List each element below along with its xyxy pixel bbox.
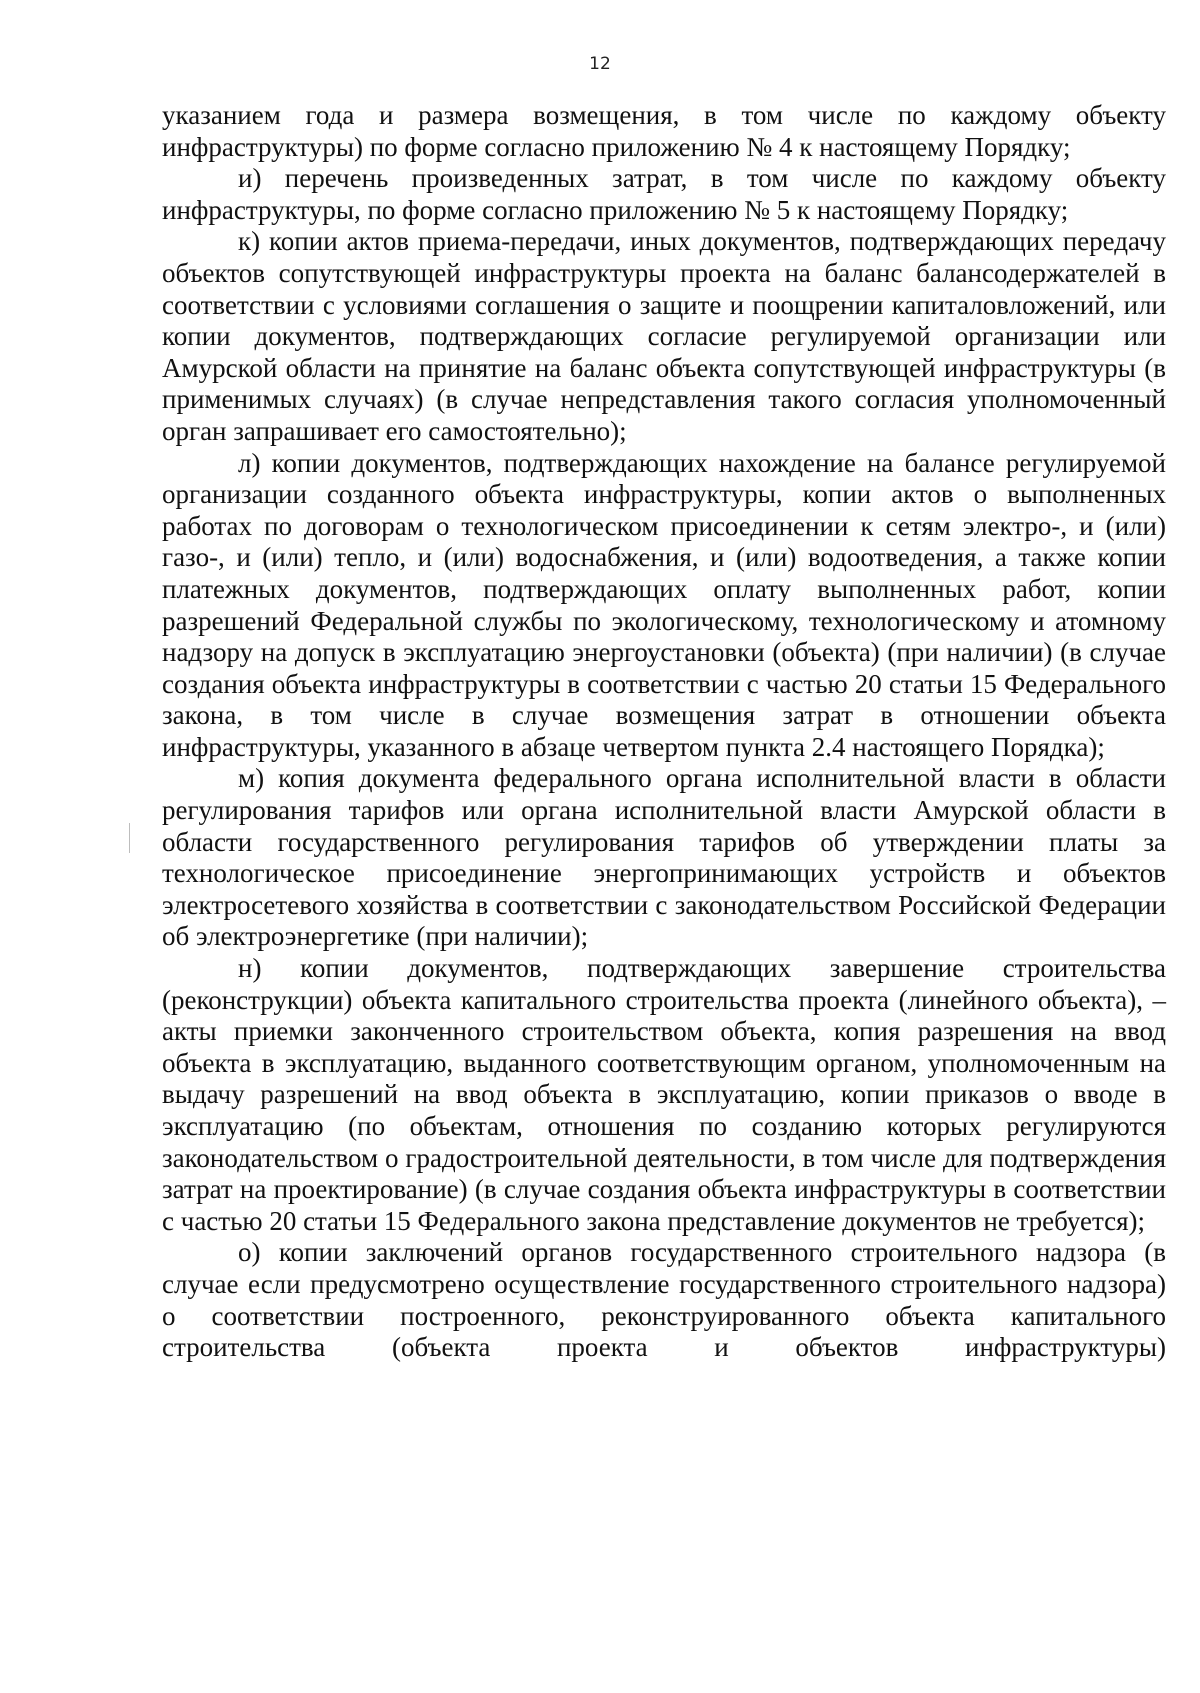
document-body (162, 100, 1166, 1364)
page-number: 12 (589, 54, 611, 74)
paragraph-continuation: указанием года и размера возмещения, в том числе по каждому объекту инфраструктуры) по форме согласно приложению № 4 к настоящему Порядку; (162, 100, 1166, 162)
paragraph-item-o: о) копии заключений органов государственного строительного надзора (в случае если предусмотрено осуществление государственного строительного надзора) о соответствии построенного, реконструированного объекта капитального строительства (объекта проекта и объектов инфраструктуры) (162, 1237, 1166, 1363)
paragraph-item-k: к) копии актов приема-передачи, иных документов, подтверждающих передачу объектов сопутствующей инфраструктуры проекта на баланс балансодержателей в соответствии с условиями соглашения о защите и поощрении капиталовложений, или копии документов, подтверждающих согласие регулируемой организации или Амурской области на принятие на баланс объекта сопутствующей инфраструктуры (в применимых случаях) (в случае непредставления такого согласия уполномоченный орган запрашивает его самостоятельно); (162, 226, 1166, 446)
paragraph-item-i: и) перечень произведенных затрат, в том числе по каждому объекту инфраструктуры, по форме согласно приложению № 5 к настоящему Порядку; (162, 163, 1166, 225)
paragraph-item-m: м) копия документа федерального органа исполнительной власти в области регулирования тарифов или органа исполнительной власти Амурской области в области государственного регулирования тарифов об утверждении платы за технологическое присоединение энергопринимающих устройств и объектов электросетевого хозяйства в соответствии с законодательством Российской Федерации об электроэнергетике (при наличии); (162, 763, 1166, 952)
paragraph-item-n: н) копии документов, подтверждающих завершение строительства (реконструкции) объекта капитального строительства проекта (линейного объекта), – акты приемки законченного строительством объекта, копия разрешения на ввод объекта в эксплуатацию, выданного соответствующим органом, уполномоченным на выдачу разрешений на ввод объекта в эксплуатацию, копии приказов о вводе в эксплуатацию (по объектам, отношения по созданию которых регулируются законодательством о градостроительной деятельности, в том числе для подтверждения затрат на проектирование) (в случае создания объекта инфраструктуры в соответствии с частью 20 статьи 15 Федерального закона представление документов не требуется); (162, 953, 1166, 1236)
paragraph-item-l: л) копии документов, подтверждающих нахождение на балансе регулируемой организации созданного объекта инфраструктуры, копии актов о выполненных работах по договорам о технологическом присоединении к сетям электро-, и (или) газо-, и (или) тепло, и (или) водоснабжения, и (или) водоотведения, а также копии платежных документов, подтверждающих оплату выполненных работ, копии разрешений Федеральной службы по экологическому, технологическому и атомному надзору на допуск в эксплуатацию энергоустановки (объекта) (при наличии) (в случае создания объекта инфраструктуры в соответствии с частью 20 статьи 15 Федерального закона, в том числе в случае возмещения затрат в отношении объекта инфраструктуры, указанного в абзаце четвертом пункта 2.4 настоящего Порядка); (162, 447, 1166, 762)
scan-artifact-mark (129, 823, 130, 853)
